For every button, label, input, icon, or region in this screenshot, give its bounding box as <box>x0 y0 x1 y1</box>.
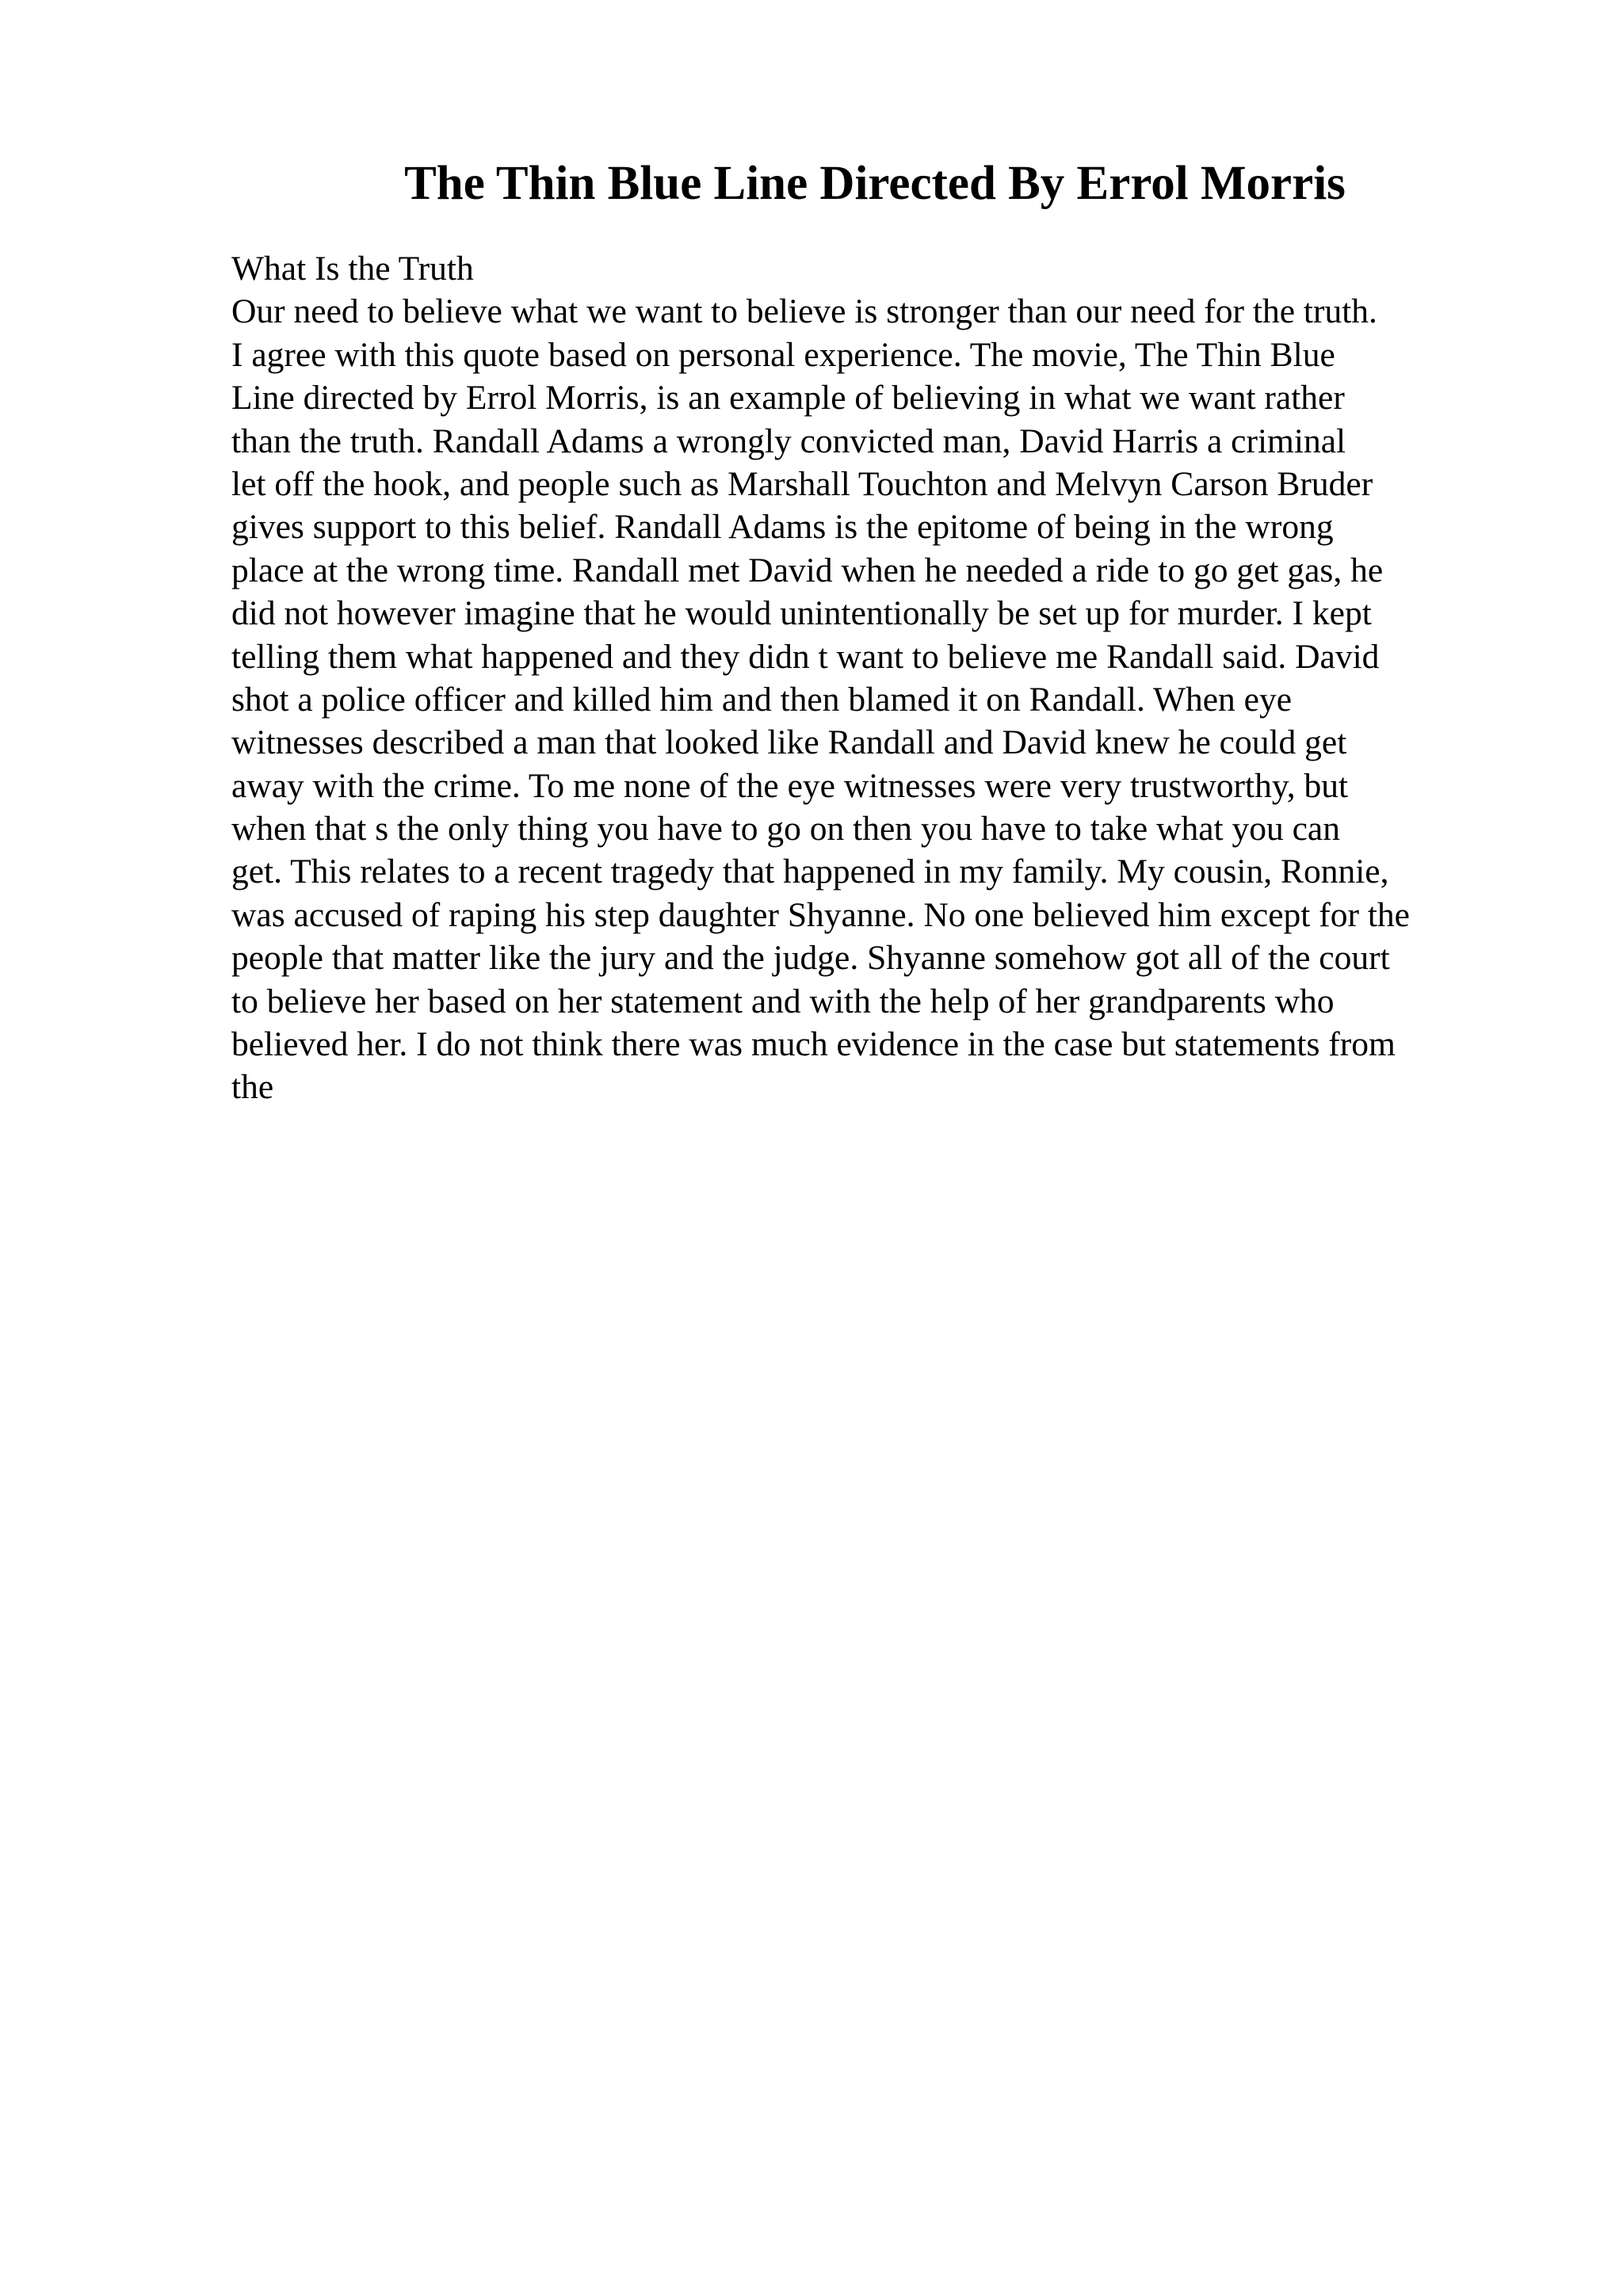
body-line: gives support to this belief. Randall Adams is the epitome of being in the wrong <box>231 508 1334 547</box>
body-line: get. This relates to a recent tragedy that happened in my family. My cousin, Ronnie, <box>231 852 1389 891</box>
body-line: Our need to believe what we want to believe is stronger than our need for the truth. <box>231 292 1377 331</box>
body-line: place at the wrong time. Randall met David when he needed a ride to go get gas, he <box>231 551 1384 589</box>
body-line: Line directed by Errol Morris, is an example of believing in what we want rather <box>231 379 1345 418</box>
body-line: than the truth. Randall Adams a wrongly convicted man, David Harris a criminal <box>231 421 1346 460</box>
body-line: believed her. I do not think there was much evidence in the case but statements from <box>231 1025 1396 1064</box>
body-line: when that s the only thing you have to go on then you have to take what you can <box>231 810 1340 849</box>
body-line: was accused of raping his step daughter Shyanne. No one believed him except for the <box>231 895 1410 934</box>
body-line: I agree with this quote based on personal experience. The movie, The Thin Blue <box>231 335 1335 374</box>
body-line: people that matter like the jury and the judge. Shyanne somehow got all of the court <box>231 939 1390 978</box>
body-line: let off the hook, and people such as Marshall Touchton and Melvyn Carson Bruder <box>231 464 1373 503</box>
body-line: the <box>231 1068 274 1107</box>
body-line: shot a police officer and killed him and then blamed it on Randall. When eye <box>231 680 1293 719</box>
body-line: What Is the Truth <box>231 250 474 288</box>
document-title: The Thin Blue Line Directed By Errol Morris <box>404 157 1346 210</box>
body-line: telling them what happened and they didn t want to believe me Randall said. David <box>231 637 1380 676</box>
body-line: away with the crime. To me none of the eye witnesses were very trustworthy, but <box>231 766 1349 805</box>
body-line: did not however imagine that he would unintentionally be set up for murder. I kept <box>231 594 1372 633</box>
body-line: to believe her based on her statement and with the help of her grandparents who <box>231 982 1335 1020</box>
body-line: witnesses described a man that looked like Randall and David knew he could get <box>231 723 1347 762</box>
document-body <box>231 247 1594 1109</box>
